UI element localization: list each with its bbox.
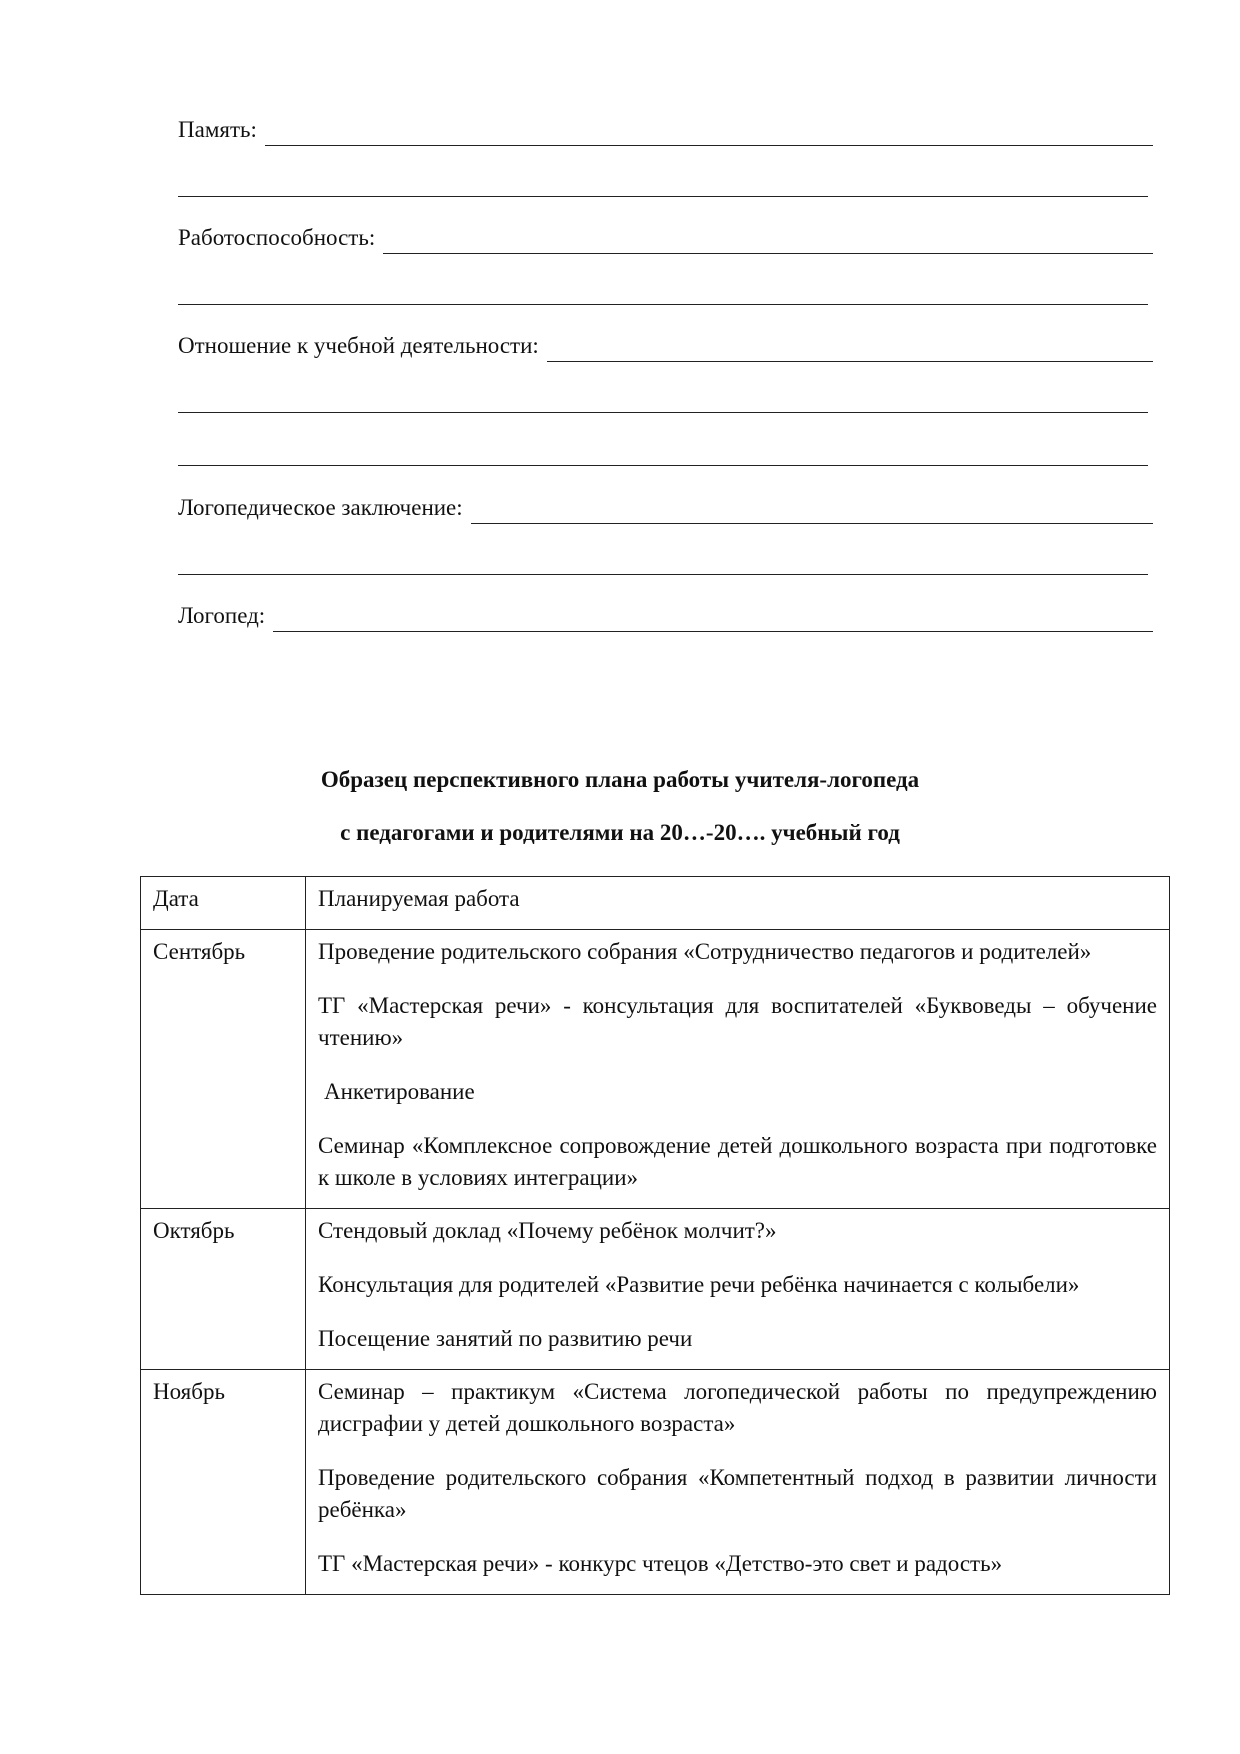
month-cell: Ноябрь bbox=[141, 1370, 306, 1595]
memory-blank-line bbox=[178, 196, 1148, 197]
month-cell: Сентябрь bbox=[141, 930, 306, 1209]
table-row bbox=[141, 1209, 1170, 1370]
conclusion-fill-line bbox=[471, 523, 1153, 524]
memory-field bbox=[178, 112, 1153, 152]
attitude-field bbox=[178, 328, 1153, 368]
workability-label: Работоспособность: bbox=[178, 225, 376, 250]
conclusion-field bbox=[178, 490, 1153, 530]
attitude-fill-line bbox=[547, 361, 1153, 362]
work-item: Семинар «Комплексное сопровождение детей дошкольного возраста при подготовке к школе в условиях интеграции» bbox=[318, 1133, 1157, 1190]
table-row bbox=[141, 1370, 1170, 1595]
conclusion-label: Логопедическое заключение: bbox=[178, 495, 463, 520]
attitude-label: Отношение к учебной деятельности: bbox=[178, 333, 539, 358]
work-item: ТГ «Мастерская речи» - консультация для воспитателей «Буквоведы – обучение чтению» bbox=[318, 993, 1157, 1050]
workability-fill-line bbox=[383, 253, 1153, 254]
speech-therapist-field bbox=[178, 598, 1153, 638]
work-item: Проведение родительского собрания «Сотрудничество педагогов и родителей» bbox=[318, 939, 1092, 964]
work-cell bbox=[306, 1370, 1170, 1595]
memory-fill-line bbox=[265, 145, 1153, 146]
plan-table bbox=[140, 876, 1170, 1595]
speech-therapist-fill-line bbox=[273, 631, 1153, 632]
plan-title-line-1: Образец перспективного плана работы учителя-логопеда bbox=[320, 767, 920, 792]
workability-field bbox=[178, 220, 1153, 260]
memory-label: Память: bbox=[178, 117, 257, 142]
table-header-row bbox=[141, 877, 1170, 930]
work-item: Стендовый доклад «Почему ребёнок молчит?» bbox=[318, 1218, 777, 1243]
work-item: ТГ «Мастерская речи» - конкурс чтецов «Детство-это свет и радость» bbox=[318, 1551, 1003, 1576]
plan-title-line-2: с педагогами и родителями на 20…-20…. учебный год bbox=[340, 820, 900, 845]
work-item: Семинар – практикум «Система логопедической работы по предупреждению дисграфии у детей дошкольного возраста» bbox=[318, 1379, 1157, 1436]
work-item: Проведение родительского собрания «Компетентный подход в развитии личности ребёнка» bbox=[318, 1465, 1157, 1522]
work-item: Анкетирование bbox=[324, 1079, 475, 1104]
work-cell bbox=[306, 930, 1170, 1209]
work-cell bbox=[306, 1209, 1170, 1370]
work-item: Консультация для родителей «Развитие речи ребёнка начинается с колыбели» bbox=[318, 1272, 1080, 1297]
workability-blank-line bbox=[178, 304, 1148, 305]
header-date: Дата bbox=[141, 877, 306, 930]
work-item: Посещение занятий по развитию речи bbox=[318, 1326, 693, 1351]
attitude-blank-line-2 bbox=[178, 465, 1148, 466]
header-work: Планируемая работа bbox=[306, 877, 1170, 930]
table-row bbox=[141, 930, 1170, 1209]
attitude-blank-line-1 bbox=[178, 412, 1148, 413]
conclusion-blank-line bbox=[178, 574, 1148, 575]
month-cell: Октябрь bbox=[141, 1209, 306, 1370]
speech-therapist-label: Логопед: bbox=[178, 603, 266, 628]
